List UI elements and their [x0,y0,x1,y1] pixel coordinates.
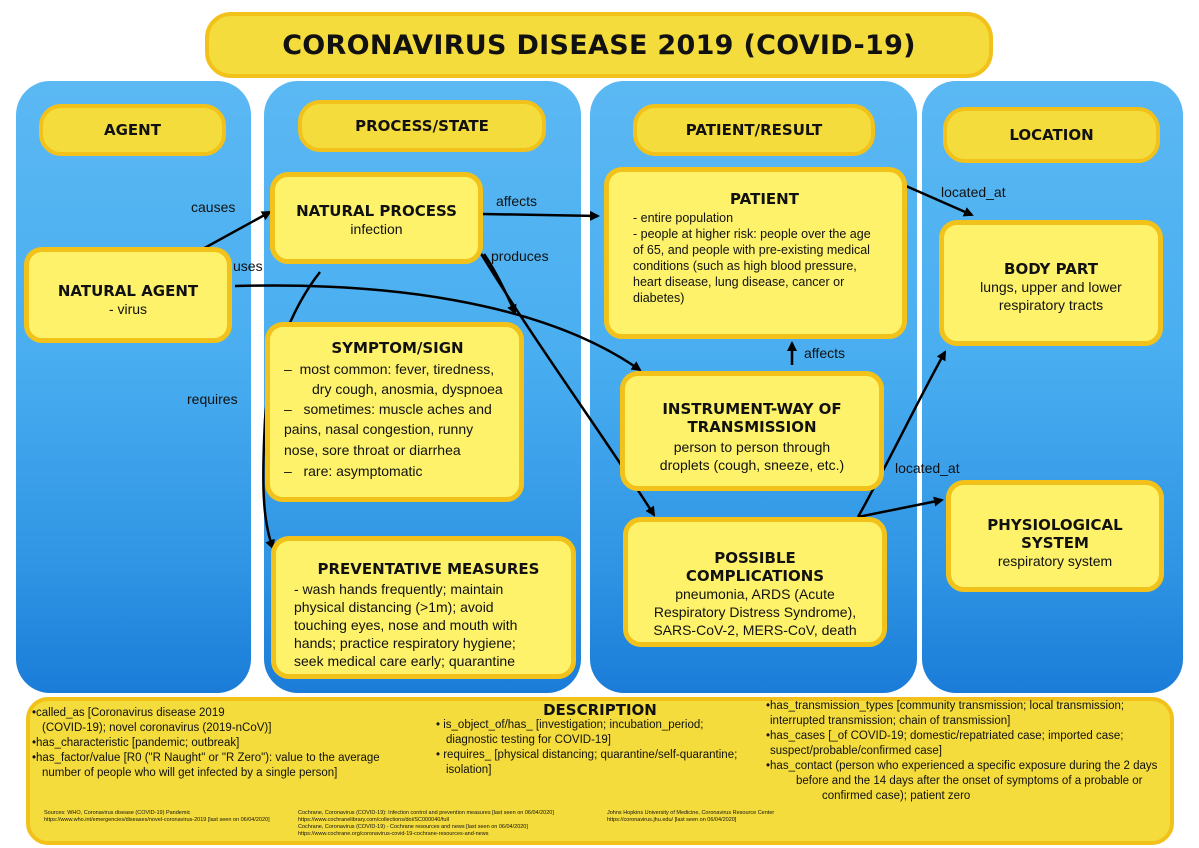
description-item: • is_object_of/has_ [investigation; incubation_period; [436,719,704,731]
physiological-title-2: SYSTEM [1021,534,1089,552]
symptom-sign-title: SYMPTOM/SIGN [331,339,464,357]
instrument-title-1: INSTRUMENT-WAY OF [662,400,842,418]
source-line: Johns Hopkins University of Medicine, Coronavirus Resource Center [607,810,775,816]
patient-box [604,167,907,339]
description-item: •has_factor/value [R0 ("R Naught" or "R Zero"): value to the average [32,752,380,764]
description-item: before and the 14 days after the onset of symptoms of a probable or [796,775,1143,787]
preventative-line: - wash hands frequently; maintain [294,581,504,597]
description-item: •has_cases [_of COVID-19; domestic/repatriated case; imported case; [766,730,1124,742]
column-header-patient: PATIENT/RESULT [633,104,875,156]
natural-process-title: NATURAL PROCESS [296,202,457,220]
patient-line: - entire population [633,211,734,225]
preventative-line: touching eyes, nose and mouth with [294,617,518,633]
complications-title-1: POSSIBLE [714,549,796,567]
instrument-line: person to person through [673,439,831,455]
possible-complications-box [623,517,887,647]
patient-line: conditions (such as high blood pressure, [633,259,857,273]
arrow-affects-patient [483,214,598,216]
column-header-location: LOCATION [943,107,1160,163]
instrument-line: droplets (cough, sneeze, etc.) [659,457,845,473]
edge-label-produces: produces [491,248,549,264]
source-line: Cochrane, Coronavirus (COVID-19): Infection control and prevention measures [last seen on 06/04/2020] [298,810,554,816]
description-item: •has_contact (person who experienced a specific exposure during the 2 days [766,760,1158,772]
symptom-item-sometimes: – sometimes: muscle aches and [284,401,492,417]
description-col-1 [32,706,412,781]
source-line: Sources: WHO, Coronavirus disease (COVID-19) Pandemic [44,810,191,816]
complications-title-2: COMPLICATIONS [685,567,825,585]
complications-line: SARS-CoV-2, MERS-CoV, death [653,622,857,638]
source-line: https://www.cochrane.org/coronavirus-covid-19-cochrane-resources-and-news [298,831,489,837]
description-item: number of people who will get infected by a single person] [42,767,338,779]
edge-label-requires: requires [187,391,238,407]
natural-agent-box [24,247,232,343]
instrument-title-2: TRANSMISSION [687,418,817,436]
edge-label-affects-2: affects [804,345,845,361]
patient-title: PATIENT [730,190,799,208]
physiological-title-1: PHYSIOLOGICAL [987,516,1123,534]
preventative-line: physical distancing (>1m); avoid [294,599,494,615]
natural-agent-sub: - virus [108,301,148,317]
description-item: •called_as [Coronavirus disease 2019 [32,707,225,719]
preventative-line: hands; practice respiratory hygiene; [294,635,516,651]
body-part-line: respiratory tracts [998,297,1104,313]
instrument-transmission-box [620,371,884,491]
natural-agent-title: NATURAL AGENT [57,282,199,300]
body-part-box [939,220,1163,346]
symptom-item-sometimes-2: pains, nasal congestion, runny [284,421,474,437]
column-header-process: PROCESS/STATE [298,100,546,152]
edge-label-located-at-2: located_at [895,460,960,476]
source-line: https://www.who.int/emergencies/diseases/novel-coronavirus-2019 [last seen on 06/04/2020] [44,817,270,823]
edge-label-causes: causes [191,199,236,215]
natural-process-box [270,172,483,264]
natural-process-sub: infection [350,221,403,237]
description-item: interrupted transmission; chain of transmission] [770,715,1011,727]
source-line: Cochrane, Coronavirus (COVID-19) - Cochrane resources and news [last seen on 06/04/2020] [298,824,528,830]
patient-line: of 65, and people with pre-existing medical [633,243,870,257]
body-part-line: lungs, upper and lower [980,279,1122,295]
description-col-3 [766,699,1166,804]
source-who [44,810,294,824]
preventative-measures-title: PREVENTATIVE MEASURES [317,560,540,578]
source-cochrane [298,810,598,838]
description-col-2 [436,718,766,778]
edge-label-uses: uses [233,258,263,274]
description-item: •has_characteristic [pandemic; outbreak] [32,737,240,749]
column-header-agent: AGENT [39,104,226,156]
physiological-sub: respiratory system [997,553,1113,569]
description-item: confirmed case); patient zero [822,790,971,802]
description-title: DESCRIPTION [543,701,657,719]
description-item: diagnostic testing for COVID-19] [446,734,611,746]
source-line: https://www.cochranelibrary.com/collections/doi/SC000040/full [298,817,449,823]
description-item: •has_transmission_types [community transmission; local transmission; [766,700,1125,712]
preventative-line: seek medical care early; quarantine [294,653,516,669]
page-title: CORONAVIRUS DISEASE 2019 (COVID-19) [205,12,993,78]
symptom-item-rare: – rare: asymptomatic [284,463,423,479]
complications-line: pneumonia, ARDS (Acute [675,586,835,602]
preventative-measures-box [271,536,576,679]
source-line: https://coronavirus.jhu.edu/ [last seen on 06/04/2020] [607,817,737,823]
edge-label-affects: affects [496,193,537,209]
description-item: suspect/probable/confirmed case] [770,745,942,757]
arrow-located-physio [858,500,942,517]
symptom-item-common-2: dry cough, anosmia, dyspnoea [312,381,503,397]
body-part-title: BODY PART [1004,260,1098,278]
description-item: • requires_ [physical distancing; quarantine/self-quarantine; [436,749,738,761]
patient-line: heart disease, lung disease, cancer or [633,275,845,289]
physiological-system-box [946,480,1164,592]
symptom-item-sometimes-3: nose, sore throat or diarrhea [284,442,461,458]
description-item: (COVID-19); novel coronavirus (2019-nCoV)] [42,722,272,734]
edge-label-located-at-1: located_at [941,184,1006,200]
patient-line: - people at higher risk: people over the age [633,227,871,241]
symptom-sign-box [265,322,524,502]
patient-line: diabetes) [633,291,685,305]
description-item: isolation] [446,764,492,776]
symptom-item-common: – most common: fever, tiredness, [284,361,495,377]
complications-line: Respiratory Distress Syndrome), [653,604,857,620]
source-jhu [607,810,857,824]
